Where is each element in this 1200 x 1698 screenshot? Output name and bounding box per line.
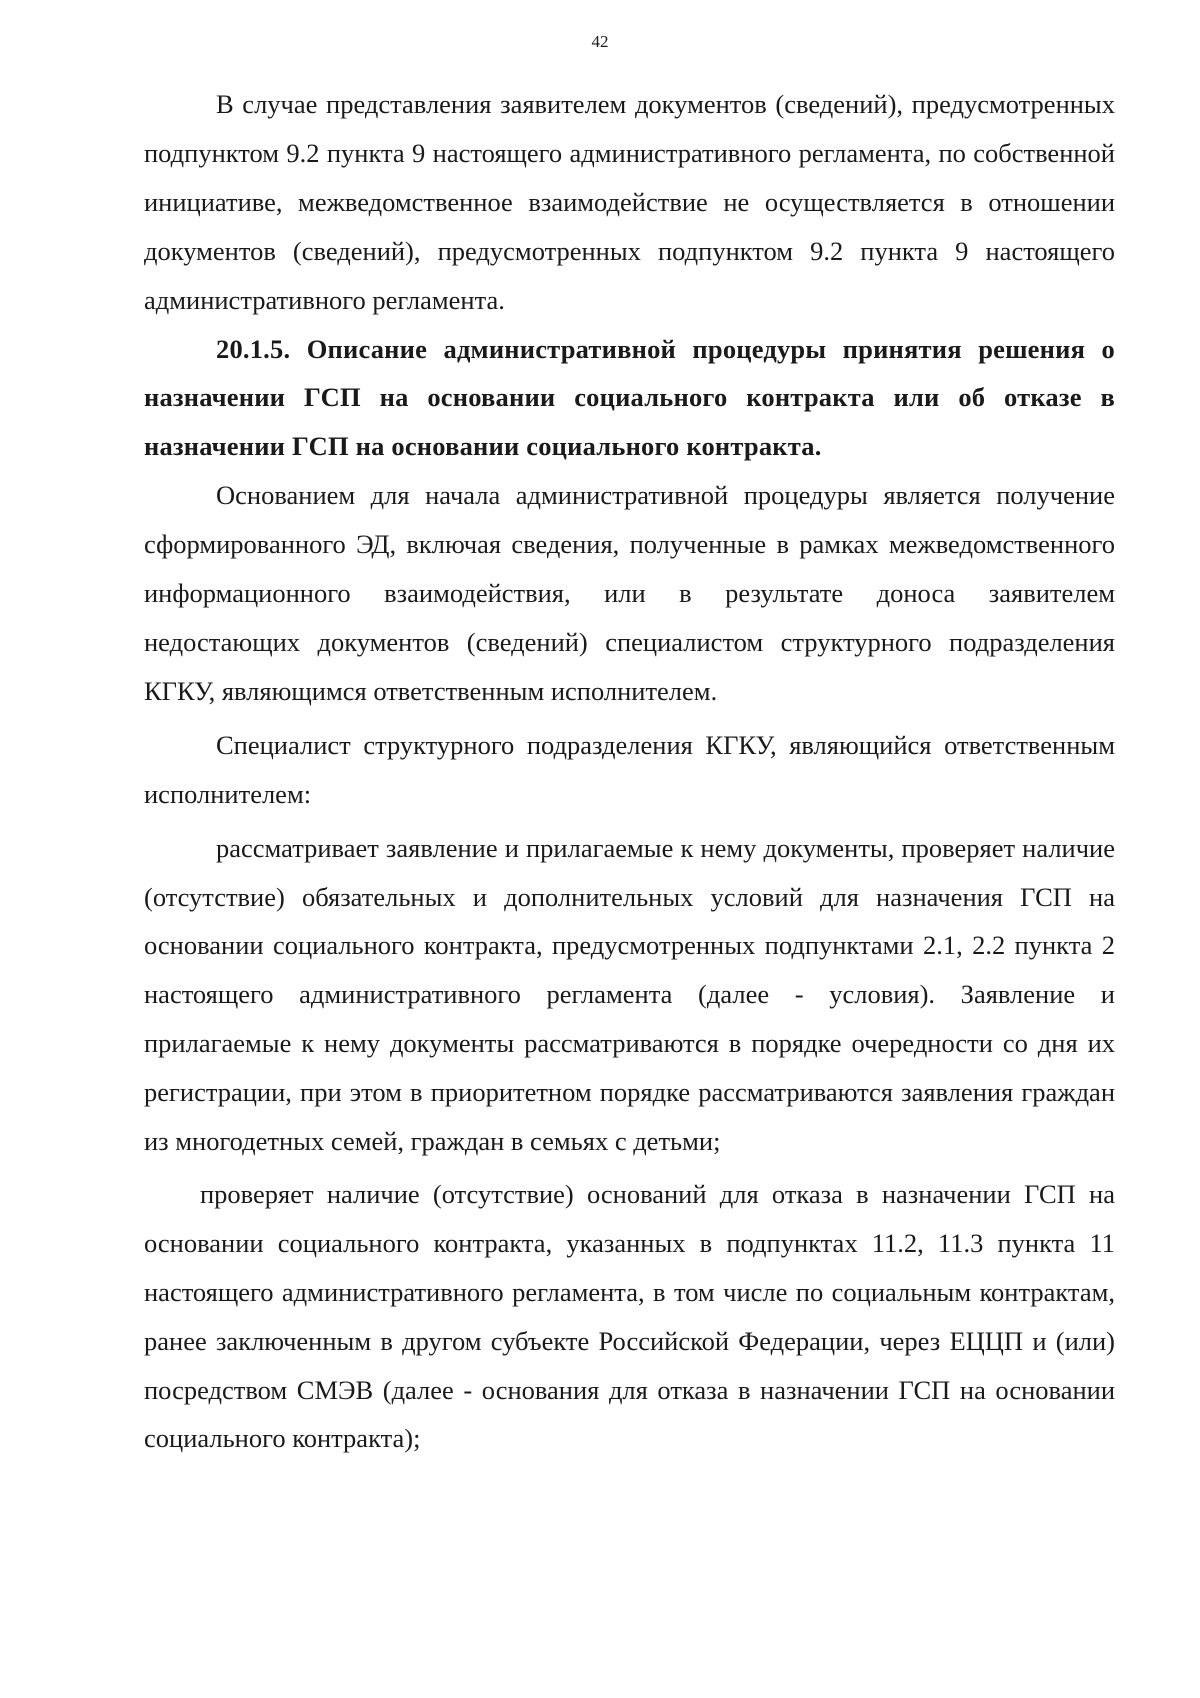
paragraph-procedure-basis: Основанием для начала административной процедуры является получение сформированного ЭД, включая сведения, полученные в рамках межведомственного информационного взаимодействия, или в результате доноса заявителем недостающих документов (сведений) специалистом структурного подразделения КГКУ, являющимся ответственным исполнителем. [144, 480, 1115, 706]
list-item-reviews-application: рассматривает заявление и прилагаемые к нему документы, проверяет наличие (отсутствие) обязательных и дополнительных условий для назначения ГСП на основании социального контракта, предусмотренных подпунктами 2.1, 2.2 пункта 2 настоящего административного регламента (далее - условия). Заявление и прилагаемые к нему документы рассматриваются в порядке очередности со дня их регистрации, при этом в приоритетном порядке рассматриваются заявления граждан из многодетных семей, граждан в семьях с детьми; [144, 832, 1115, 1157]
list-item-checks-refusal-grounds: проверяет наличие (отсутствие) оснований для отказа в назначении ГСП на основании социального контракта, указанных в подпунктах 11.2, 11.3 пункта 11 настоящего административного регламента, в том числе по социальным контрактам, ранее заключенным в другом субъекте Российской Федерации, через ЕЦЦП и (или) посредством СМЭВ (далее - основания для отказа в назначении ГСП на основании социального контракта); [144, 1178, 1115, 1454]
page-number: 42 [591, 32, 609, 51]
section-heading: 20.1.5. Описание административной процедуры принятия решения о назначении ГСП на основании социального контракта или об отказе в назначении ГСП на основании социального контракта. [144, 333, 1115, 462]
document-body [144, 80, 1115, 1463]
paragraph-specialist-intro: Специалист структурного подразделения КГКУ, являющийся ответственным исполнителем: [144, 729, 1115, 809]
paragraph-interagency-exception: В случае представления заявителем документов (сведений), предусмотренных подпунктом 9.2 пункта 9 настоящего административного регламента, по собственной инициативе, межведомственное взаимодействие не осуществляется в отношении документов (сведений), предусмотренных подпунктом 9.2 пункта 9 настоящего административного регламента. [144, 89, 1115, 315]
